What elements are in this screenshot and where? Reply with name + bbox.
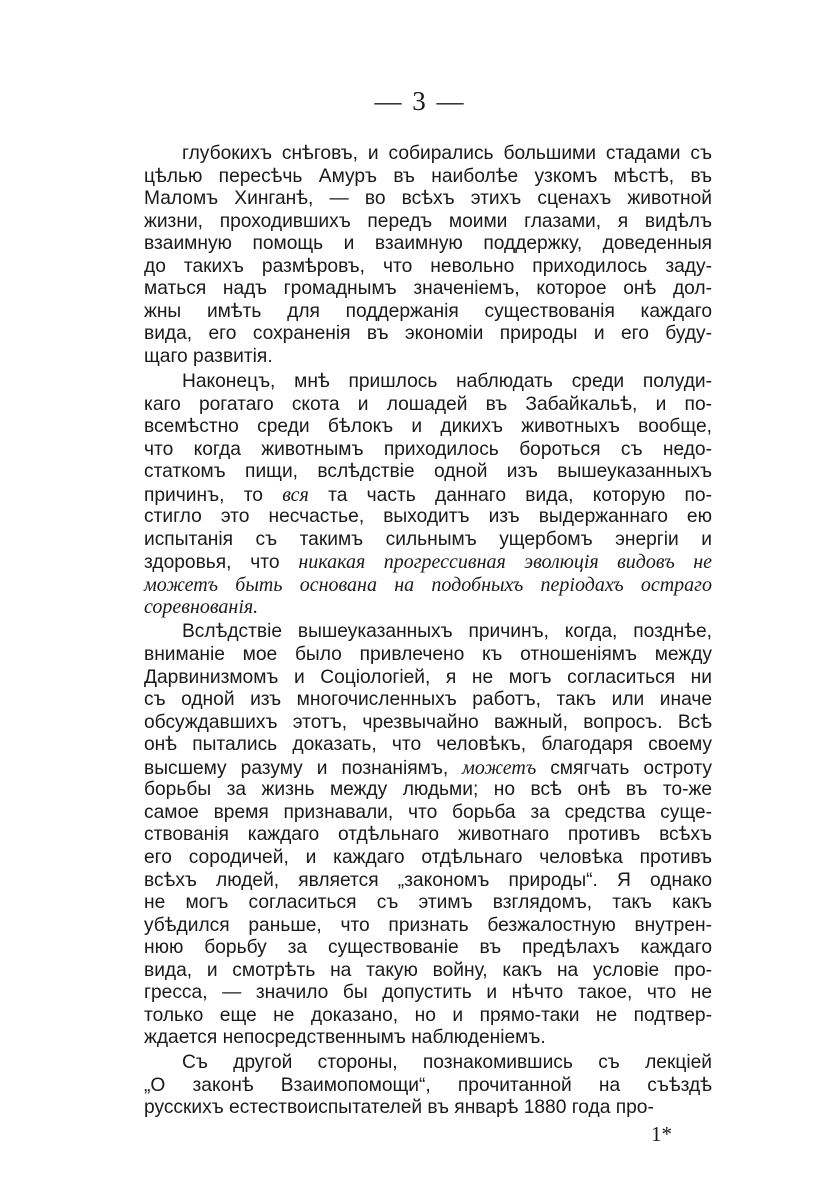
body-text <box>144 143 712 1120</box>
text-run: маться надъ громаднымъ значеніемъ, которое онѣ дол- <box>144 278 712 300</box>
text-line <box>144 847 712 870</box>
paragraph <box>144 1052 712 1120</box>
text-line <box>144 667 712 690</box>
italic-text: можетъ быть основана на подобныхъ періодахъ остраго <box>144 573 712 596</box>
text-line <box>144 757 712 780</box>
text-run: его сородичей, и каждаго отдѣльнаго человѣка противъ <box>144 846 712 868</box>
italic-text: соревнованія. <box>144 596 259 619</box>
text-run: статкомъ пищи, вслѣдствіе одной изъ вышеуказанныхъ <box>144 461 712 483</box>
text-run: жизни, проходившихъ передъ моими глазами, я видѣлъ <box>144 210 712 232</box>
italic-text: можетъ <box>462 756 537 779</box>
text-line <box>144 551 712 574</box>
text-run: обсуждавшихъ этотъ, чрезвычайно важный, вопросъ. Всѣ <box>144 711 712 733</box>
text-run: та часть даннаго вида, которую по- <box>308 484 712 506</box>
text-line <box>144 824 712 847</box>
text-run: „О законѣ Взаимопомощи“, прочитанной на съѣздѣ <box>144 1074 712 1096</box>
text-run: Вслѣдствіе вышеуказанныхъ причинъ, когда, позднѣе, <box>182 621 712 643</box>
text-line <box>144 188 712 211</box>
text-run: Съ другой стороны, познакомившись съ лекціей <box>182 1052 712 1074</box>
text-line <box>144 256 712 279</box>
text-run: здоровья, что <box>144 552 299 574</box>
text-line <box>144 143 712 166</box>
page-number: — 3 — <box>374 86 466 116</box>
text-line <box>144 394 712 417</box>
text-line <box>144 937 712 960</box>
text-line <box>144 461 712 484</box>
text-run: испытанія съ такимъ сильнымъ ущербомъ энергіи и <box>144 528 712 550</box>
text-run: вниманіе мое было привлечено къ отношеніямъ между <box>144 644 712 666</box>
text-run: нюю борьбу за существованіе въ предѣлахъ каждаго <box>144 937 712 959</box>
text-line <box>144 346 712 369</box>
text-run: глубокихъ снѣговъ, и собирались большими стадами съ <box>182 143 712 164</box>
text-run: щаго развитія. <box>144 345 273 367</box>
italic-text: никакая прогрессивная эволюція видовъ не <box>298 551 712 574</box>
text-run: гресса, — значило бы допустить и нѣчто такое, что не <box>144 982 712 1004</box>
text-line <box>144 892 712 915</box>
signature-mark: 1* <box>651 1122 672 1146</box>
italic-text: вся <box>282 483 309 506</box>
text-run: не могъ согласиться съ этимъ взглядомъ, такъ какъ <box>144 892 712 914</box>
text-run: Дарвинизмомъ и Соціологіей, я не могъ согласиться ни <box>144 666 712 688</box>
text-line <box>144 506 712 529</box>
text-run: цѣлью пересѣчь Амуръ въ наиболѣе узкомъ мѣстѣ, въ <box>144 165 712 187</box>
text-line <box>144 323 712 346</box>
text-run: ждается непосредственнымъ наблюденіемъ. <box>144 1027 546 1049</box>
text-run: вида, его сохраненія въ экономіи природы и его буду- <box>144 323 712 345</box>
text-line <box>144 484 712 507</box>
text-line <box>144 371 712 394</box>
text-line <box>144 439 712 462</box>
text-line <box>144 416 712 439</box>
text-run: всѣхъ людей, является „закономъ природы“. Я однако <box>144 869 712 891</box>
paragraph <box>144 621 712 1049</box>
text-line <box>144 211 712 234</box>
text-run: убѣдился раньше, что признать безжалостную внутрен- <box>144 914 712 936</box>
text-line <box>144 301 712 324</box>
text-run: Маломъ Хинганѣ, — во всѣхъ этихъ сценахъ животной <box>144 188 712 210</box>
text-run: ствованія каждаго отдѣльнаго животнаго противъ всѣхъ <box>144 824 712 846</box>
text-run: онѣ пытались доказать, что человѣкъ, благодаря своему <box>144 734 712 756</box>
text-line <box>144 574 712 597</box>
text-line <box>144 712 712 735</box>
paragraph <box>144 143 712 368</box>
text-run: съ одной изъ многочисленныхъ работъ, такъ или иначе <box>144 689 712 711</box>
text-run: каго рогатаго скота и лошадей въ Забайкальѣ, и по- <box>144 393 712 415</box>
text-run: жны имѣть для поддержанія существованія каждаго <box>144 300 712 322</box>
text-line <box>144 1027 712 1050</box>
text-run: стигло это несчастье, выходитъ изъ выдержаннаго ею <box>144 506 712 528</box>
text-line <box>144 689 712 712</box>
text-line <box>144 802 712 825</box>
text-run: всемѣстно среди бѣлокъ и дикихъ животныхъ вообще, <box>144 416 712 438</box>
text-run: смягчать остроту <box>536 757 712 779</box>
text-run: взаимную помощь и взаимную поддержку, доведенныя <box>144 233 712 255</box>
text-run: Наконецъ, мнѣ пришлось наблюдать среди полуди- <box>182 370 712 392</box>
text-line <box>144 982 712 1005</box>
text-line <box>144 1097 712 1120</box>
text-run: русскихъ естествоиспытателей въ январѣ 1880 года про- <box>144 1097 654 1119</box>
text-line <box>144 1052 712 1075</box>
text-run: что когда животнымъ приходилось бороться съ недо- <box>144 438 712 460</box>
text-line <box>144 779 712 802</box>
text-line <box>144 734 712 757</box>
text-run: причинъ, то <box>144 484 283 506</box>
text-line <box>144 621 712 644</box>
text-line <box>144 278 712 301</box>
text-run: борьбы за жизнь между людьми; но всѣ онѣ въ то-же <box>144 779 712 801</box>
text-line <box>144 596 712 619</box>
text-line <box>144 166 712 189</box>
text-run: самое время признавали, что борьба за средства суще- <box>144 801 712 823</box>
text-line <box>144 960 712 983</box>
text-line <box>144 1075 712 1098</box>
text-line <box>144 644 712 667</box>
paragraph <box>144 371 712 619</box>
text-line <box>144 529 712 552</box>
text-run: вида, и смотрѣть на такую войну, какъ на условіе про- <box>144 959 712 981</box>
text-line <box>144 1005 712 1028</box>
text-line <box>144 915 712 938</box>
text-line <box>144 870 712 893</box>
text-line <box>144 233 712 256</box>
text-run: высшему разуму и познаніямъ, <box>144 757 463 779</box>
text-run: до такихъ размѣровъ, что невольно приходилось заду- <box>144 255 712 277</box>
text-run: только еще не доказано, но и прямо-таки не подтвер- <box>144 1004 712 1026</box>
